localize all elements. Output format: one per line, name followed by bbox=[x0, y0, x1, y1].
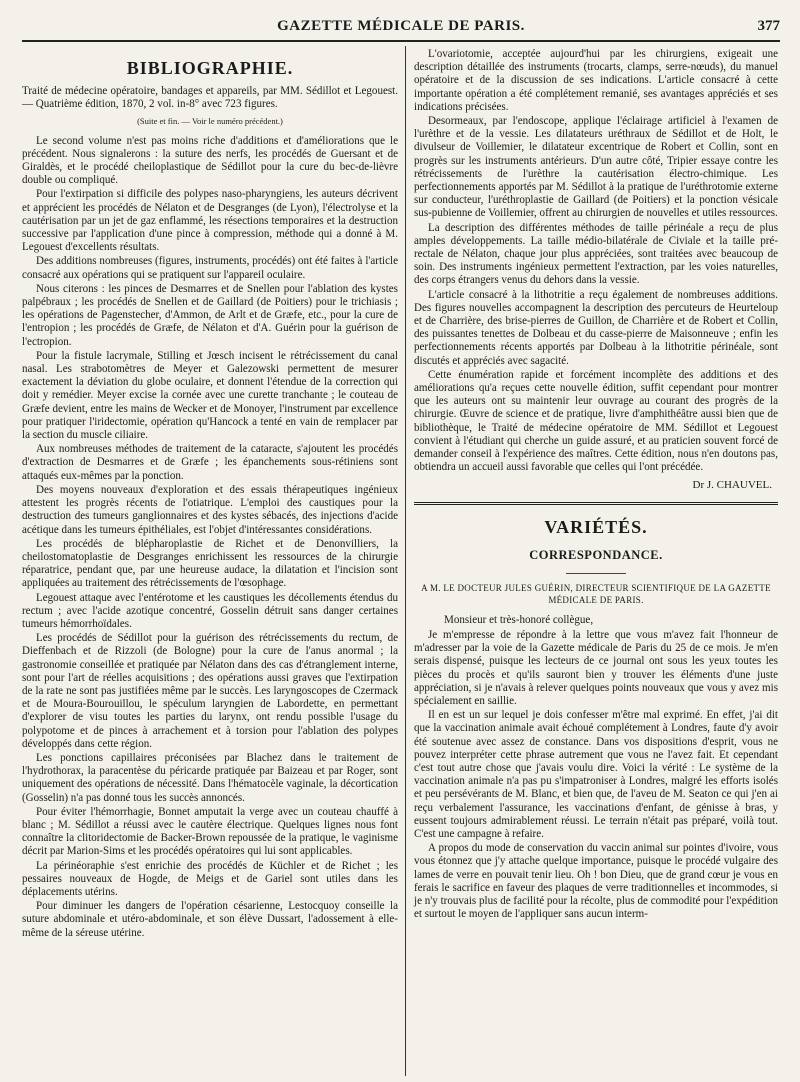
paragraph: Cette énumération rapide et forcément incomplète des additions et des améliorations qu'a reçues cette nouvelle édition, suffit cependant pour montrer que les auteurs ont su maintenir leur ouvrage au courant des progrès de la chirurgie. Œuvre de science et de pratique, livre d'amphithéâtre aussi bien que de bibliothèque, le Traité de médecine opératoire de MM. Sédillot et Legouest convient à l'étudiant qui cherche un guide assuré, et au praticien souvent forcé de demander conseil à l'expérience des maîtres. Cette édition, nous n'en doutons pas, obtiendra un accueil aussi favorable que celles qui l'ont précédée. bbox=[414, 368, 778, 474]
paragraph: Des moyens nouveaux d'exploration et des essais thérapeutiques ingénieux attestent les progrès récents de l'otiatrique. L'emploi des caustiques pour la destruction des tumeurs ganglionnaires et des kystes sébacés, des injections d'acide acétique dans les tumeurs épithéliales, est l'objet d'intéressantes considérations. bbox=[22, 483, 398, 536]
paragraph: La description des différentes méthodes de taille périnéale a reçu de plus amples développements. La taille médio-bilatérale de Civiale et la taille pré-rectale de Nélaton, chaque jour plus appréciées, sont traitées avec beaucoup de soin. Des instruments ingénieux permettent l'extraction, par les voies naturelles, des corps étrangers venus du dehors dans la vessie. bbox=[414, 221, 778, 287]
right-column bbox=[414, 48, 778, 922]
paragraph: L'article consacré à la lithotritie a reçu également de nombreuses additions. Des figures nouvelles accompagnent la description des percuteurs de Heurteloup et de Charrière, des brise-pierres de Guillon, de Charrière et de Robert et Collin, des puissantes tenettes de Dolbeau et du casse-pierre de Maisonneuve ; enfin les perfectionnements récents apportés par Dolbeau à la lithotritie périnéale, sont discutés et appréciés avec sagacité. bbox=[414, 288, 778, 367]
letter-body bbox=[414, 629, 778, 921]
paragraph: Je m'empresse de répondre à la lettre que vous m'avez fait l'honneur de m'adresser par la voie de la Gazette médicale de Paris du 25 de ce mois. Je m'en serais dispensé, puisque les lecteurs de ce journal ont sous les yeux toutes les pièces du procès et qu'ils sauront bien y trouver les éléments d'une juste appréciation, si je n'avais à relever quelques points nouveaux que vous y avez mis spécialement en saillie. bbox=[414, 628, 778, 707]
column-divider bbox=[405, 46, 406, 1076]
correspondance-heading: CORRESPONDANCE. bbox=[529, 547, 663, 562]
paragraph: Aux nombreuses méthodes de traitement de la cataracte, s'ajoutent les procédés d'extraction de Desmarres et de Græfe ; les épanchements sous-rétiniens sont attaqués eux-mêmes par la ponction. bbox=[22, 443, 398, 482]
paragraph: Les ponctions capillaires préconisées par Blachez dans le traitement de l'hydrothorax, la paracentèse du péricarde pratiquée par Baizeau et par Roger, sont uniquement des opérations de nécessité. Dans l'hématocèle vaginale, la décortication (Gosselin) n'a pas donné tous les succès annoncés. bbox=[22, 751, 398, 804]
short-divider bbox=[566, 573, 626, 574]
journal-title: GAZETTE MÉDICALE DE PARIS. bbox=[277, 18, 525, 34]
paragraph: Les procédés de blépharoplastie de Richet et de Denonvilliers, la cheilostomatoplastie de Desgranges enrichissent les ressources de la chirurgie réparatrice, pendant que, par une heureuse audace, la dilatation et l'incision sont appliquées au traitement des rétrécissements de l'œsophage. bbox=[22, 537, 398, 590]
paragraph: Pour diminuer les dangers de l'opération césarienne, Lestocquoy conseille la suture abdominale et utéro-abdominale, et son élève Dussart, l'adossement à elle-même de la séreuse utérine. bbox=[22, 900, 398, 939]
author-signature: Dr J. CHAUVEL. bbox=[692, 478, 772, 491]
letter-address: A M. LE DOCTEUR JULES GUÉRIN, DIRECTEUR SCIENTIFIQUE DE LA GAZETTE MÉDICALE DE PARIS. bbox=[421, 582, 771, 605]
paragraph: Le second volume n'est pas moins riche d'additions et d'améliorations que le précédent. Nous signalerons : la suture des nerfs, les procédés de Guersant et de Giraldès, et le procédé cheiloplastique de Sédillot pour la cure du bec-de-lièvre double ou compliqué. bbox=[22, 134, 398, 187]
paragraph: Il en est un sur lequel je dois confesser m'être mal exprimé. En effet, j'ai dit que la vaccination animale avait échoué complétement à Londres, faute d'y avoir été soutenue avec assez de constance. Dans vos dispositions d'esprit, vous ne pouvez interpréter cette phrase autrement que vous ne l'avez fait. Et cependant c'est tout autre chose que j'avais voulu dire. Voici la vérité : Le système de la vaccination animale n'a pas pu s'impatroniser à Londres, malgré les efforts isolés et peu persévérants de M. Blanc, et bien que, de l'aveu de M. Seaton ce qui j'en ai reçu verbalement l'assurance, les vaccinations d'enfant, de génisse à bras, y eussent toujours admirablement réussi. Le terrain n'était pas préparé, voilà tout. C'est une campagne à refaire. bbox=[414, 709, 778, 840]
page-header bbox=[22, 6, 780, 40]
right-article-body bbox=[414, 48, 778, 475]
paragraph: A propos du mode de conservation du vaccin animal sur pointes d'ivoire, vous vous étonnez que j'y attache quelque importance, puisque le procédé vulgaire des lames de verre en pouvait tenir lieu. Oh ! bon Dieu, que de grand cœur je vous en ferais le sacrifice en faveur des plaques de verre traditionnelles et incommodes, si je n'y trouvais plus de facilité pour la récolte, plus de commodité pour l'expédition et surtout le moyen de l'appliquer sans aucun interm- bbox=[414, 842, 778, 921]
continuation-note: (Suite et fin. — Voir le numéro précédent.) bbox=[137, 116, 283, 127]
left-column bbox=[22, 48, 398, 941]
paragraph: Pour la fistule lacrymale, Stilling et Jœsch incisent le rétrécissement du canal nasal. Les strabotomètres de Meyer et Galezowski permettent de mesurer exactement la déviation du globe oculaire, et donnent l'étendue de la correction qui doit y remédier. Meyer excise la cornée avec une curette tranchante ; le couteau de Græfe devient, entre les mains de Wecker et de Monoyer, l'instrument par excellence pour pratiquer l'iridectomie, opération qu'Hancock a tenté en vain de remplacer par la section du muscle ciliaire. bbox=[22, 349, 398, 442]
paragraph: La périnéoraphie s'est enrichie des procédés de Küchler et de Richet ; les pessaires nouveaux de Hogde, de Meigs et de Gariel sont utiles dans les déplacements utérins. bbox=[22, 859, 398, 898]
paragraph: L'ovariotomie, acceptée aujourd'hui par les chirurgiens, exigeait une description détaillée des instruments (trocarts, clamps, serre-nœuds), du manuel opératoire et de la discussion de ses indications. L'article consacré à cette importante opération a été complétement remanié, ses avantages appréciés et ses indications précisées. bbox=[414, 48, 778, 113]
paragraph: Desormeaux, par l'endoscope, applique l'éclairage artificiel à l'examen de l'urèthre et de la vessie. Les dilatateurs uréthraux de Sédillot et de Holt, le divulseur de Voillemier, le dilatateur excentrique de Robert et Collin, sont en progrès sur les instruments antérieurs. D'un autre côté, Tripier essaye contre les rétrécissements de l'urèthre la cautérisation électro-chimique. Les perfectionnements apportés par M. Sédillot à la pratique de l'uréthrotomie externe sur conducteur, l'uréthroplastie de Gaillard (de Poitiers) et la ponction vésicale sus-pubienne de Voillemier, offrent au chirurgien de nouvelles et utiles ressources. bbox=[414, 115, 778, 220]
page-number: 377 bbox=[757, 18, 780, 34]
paragraph: Legouest attaque avec l'entérotome et les caustiques les décollements étendus du rectum ; avec l'acide azotique concentré, Gosselin détruit sans danger certaines tumeurs hémorrhoïdales. bbox=[22, 591, 398, 630]
section-rule bbox=[414, 502, 778, 505]
bibliographie-heading: BIBLIOGRAPHIE. bbox=[126, 58, 294, 78]
paragraph: Pour éviter l'hémorrhagie, Bonnet amputait la verge avec un couteau chauffé à blanc ; M. Sédillot a réussi avec le cautère électrique. Quelques lignes nous font connaître la clitoridectomie de Backer-Brown repoussée de la pratique, le vaginisme décrit par Marion-Sims et les procédés opératoires qui lui sont applicables. bbox=[22, 805, 398, 858]
header-rule bbox=[22, 40, 780, 42]
paragraph: Des additions nombreuses (figures, instruments, procédés) ont été faites à l'article consacré aux opérations qui se pratiquent sur l'appareil oculaire. bbox=[22, 255, 398, 281]
paragraph: Pour l'extirpation si difficile des polypes naso-pharyngiens, les auteurs décrivent et apprécient les procédés de Nélaton et de Desgranges (de Lyon), l'électrolyse et la cautérisation par un jet de gaz enflammé, les résections temporaires et la destruction successive par l'application d'une pince à compression, méthode qui a donné à M. Legouest d'excellents résultats. bbox=[22, 188, 398, 254]
left-article-body bbox=[22, 135, 398, 940]
book-reference: Traité de médecine opératoire, bandages et appareils, par MM. Sédillot et Legouest. — Quatrième édition, 1870, 2 vol. in-8° avec 723 figures. bbox=[22, 85, 398, 111]
varietes-heading: VARIÉTÉS. bbox=[544, 516, 648, 537]
letter-salutation: Monsieur et très-honoré collègue, bbox=[444, 613, 594, 626]
paragraph: Nous citerons : les pinces de Desmarres et de Snellen pour l'ablation des kystes palpébraux ; les procédés de Snellen et de Gaillard (de Poitiers) pour le trichiasis ; les opérations de Pagenstecher, d'Ammon, de Arlt et de Græfe, etc., pour la cure de l'entropion ; les procédés de Græfe, de Nélaton et d'A. Guérin pour la guérison de l'ectropion. bbox=[22, 282, 398, 348]
paragraph: Les procédés de Sédillot pour la guérison des rétrécissements du rectum, de Dieffenbach et de Rizzoli (de Bologne) pour la cure de l'anus anormal ; la gastronomie conseillée et pratiquée par Nélaton dans des cas d'étranglement interne, sont pour l'art de réelles acquisitions ; des opérations aussi graves que l'extirpation de la rate ne sont pas justifiées même par le succès. Les laryngoscopes de Czermack et de Moura-Bourouillou, le spéculum laryngien de Labordette, en permettant d'explorer de visu toutes les parties du larynx, ont rendu possible l'usage du polypotome et de pinces à arrachement et à torsion pour l'ablation des polypes développés dans cette région. bbox=[22, 632, 398, 750]
